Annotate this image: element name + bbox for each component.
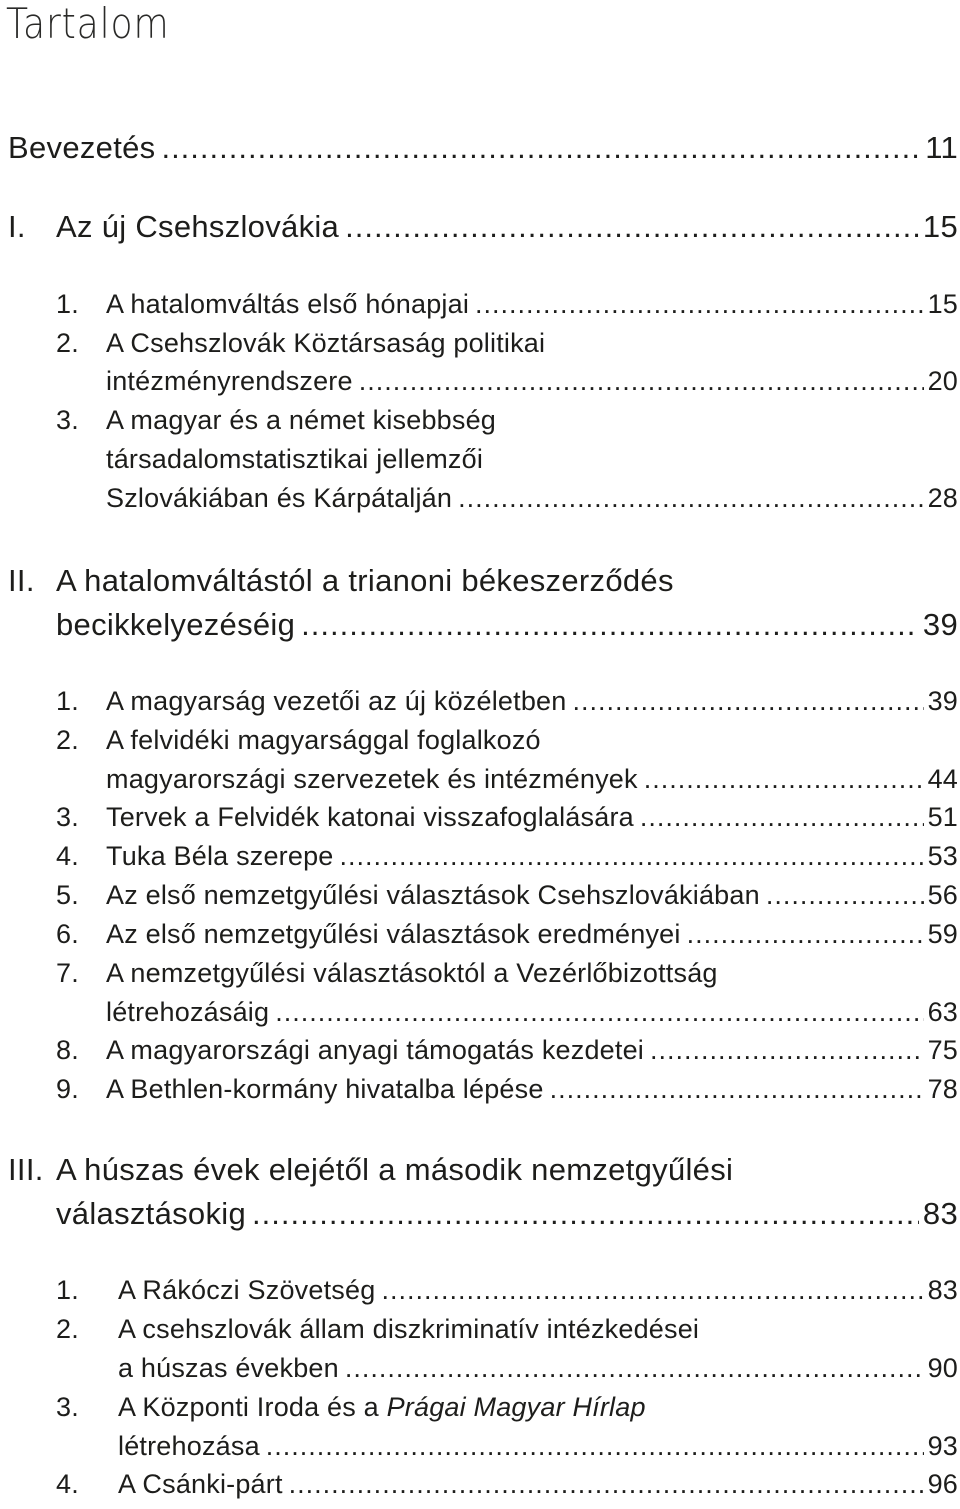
dot-leader [572,686,923,717]
toc-page-number: 15 [927,289,958,319]
toc-entry-title: Az első nemzetgyűlési választások eredményei [106,919,681,949]
toc-entry-section-2-7-line-1[interactable] [56,958,958,998]
toc-page-number: 39 [927,686,958,716]
toc-entry-title: A magyarság vezetői az új közéletben [106,686,567,716]
toc-entry-chapter-2-line-1[interactable] [8,563,958,603]
toc-page-number: 93 [927,1431,958,1461]
toc-entry-title: A magyarországi anyagi támogatás kezdetei [106,1035,644,1065]
toc-entry-title: választásokig [56,1196,246,1231]
toc-section-number: 8. [56,1035,79,1065]
toc-entry-title: A Csánki-párt [118,1469,283,1499]
toc-entry-section-2-3[interactable] [56,802,958,842]
toc-section-number: 2. [56,1314,79,1344]
dot-leader [359,366,924,397]
toc-entry-title: A Csehszlovák Köztársaság politikai [106,328,546,358]
toc-page-number: 78 [927,1074,958,1104]
toc-entry-title: társadalomstatisztikai jellemzői [106,444,484,474]
dot-leader [458,483,923,514]
dot-leader [687,919,924,950]
toc-entry-section-3-3[interactable] [118,1431,958,1471]
toc-section-number: 6. [56,919,79,949]
toc-entry-section-2-9[interactable] [56,1074,958,1114]
toc-entry-chapter-1[interactable] [8,209,958,249]
dot-leader [340,841,924,872]
toc-entry-title: létrehozásáig [106,997,270,1027]
toc-entry-section-2-8[interactable] [56,1035,958,1075]
toc-entry-title: A hatalomváltástól a trianoni békeszerződés [56,563,674,598]
dot-leader [266,1431,924,1462]
toc-entry-title: Az első nemzetgyűlési választások Csehszlovákiában [106,880,760,910]
toc-entry-section-2-4[interactable] [56,841,958,881]
toc-entry-section-3-1[interactable] [56,1275,958,1315]
toc-page-number: 83 [922,1196,958,1231]
toc-page-number: 39 [922,607,958,642]
toc-page-number: 51 [927,802,958,832]
dot-leader [301,607,919,643]
toc-entry-title: A Rákóczi Szövetség [118,1275,376,1305]
toc-entry-title: becikkelyezéséig [56,607,296,642]
dot-leader [550,1074,924,1105]
toc-page-number: 56 [927,880,958,910]
toc-page-number: 15 [922,209,958,244]
toc-section-number: 3. [56,802,79,832]
toc-entry-title-italic: Prágai Magyar Hírlap [386,1392,646,1422]
dot-leader [345,1353,924,1384]
toc-section-number: 3. [56,1392,79,1422]
toc-page-number: 28 [927,483,958,513]
toc-entry-title: A csehszlovák állam diszkriminatív intézkedései [118,1314,700,1344]
toc-page-number: 11 [925,130,958,165]
dot-leader [345,209,919,245]
toc-entry-section-1-1[interactable] [56,289,958,329]
toc-section-number: 1. [56,1275,79,1305]
toc-chapter-number: I. [8,209,26,244]
toc-section-number: 5. [56,880,79,910]
toc-entry-chapter-3[interactable] [56,1196,958,1236]
toc-entry-section-2-6[interactable] [56,919,958,959]
toc-section-number: 3. [56,405,79,435]
toc-entry-title: Az új Csehszlovákia [56,209,340,244]
toc-section-number: 9. [56,1074,79,1104]
toc-entry-title: A magyar és a német kisebbség [106,405,497,435]
toc-section-number: 1. [56,289,79,319]
toc-entry-section-2-2-line-1[interactable] [56,725,958,765]
toc-entry-chapter-3-line-1[interactable] [8,1152,958,1192]
toc-page-number: 63 [927,997,958,1027]
toc-page-number: 44 [927,764,958,794]
toc-page-number: 90 [927,1353,958,1383]
toc-section-number: 7. [56,958,79,988]
toc-entry-title: létrehozása [118,1431,260,1461]
toc-entry-intro[interactable] [8,130,958,170]
toc-entry-section-3-3-line-1[interactable] [56,1392,958,1432]
toc-page-number: 75 [927,1035,958,1065]
toc-entry-section-2-1[interactable] [56,686,958,726]
toc-page-number: 96 [927,1469,958,1499]
dot-leader [475,289,924,320]
toc-entry-section-2-2[interactable] [106,764,958,804]
toc-section-number: 1. [56,686,79,716]
toc-entry-title: magyarországi szervezetek és intézmények [106,764,638,794]
toc-entry-section-3-2-line-1[interactable] [56,1314,958,1354]
dot-leader [275,997,923,1028]
dot-leader [252,1196,919,1232]
toc-entry-title: Szlovákiában és Kárpátalján [106,483,453,513]
toc-section-number: 4. [56,841,79,871]
toc-entry-title: A felvidéki magyarsággal foglalkozó [106,725,541,755]
toc-entry-section-3-4[interactable] [56,1469,958,1509]
toc-entry-chapter-2[interactable] [56,607,958,647]
dot-leader [161,130,921,166]
toc-chapter-number: III. [8,1152,44,1187]
toc-page-number: 83 [927,1275,958,1305]
dot-leader [644,764,924,795]
toc-entry-title: Tuka Béla szerepe [106,841,334,871]
toc-section-number: 4. [56,1469,79,1499]
toc-entry-section-2-7[interactable] [106,997,958,1037]
toc-page-number: 53 [927,841,958,871]
toc-entry-section-3-2[interactable] [118,1353,958,1393]
toc-entry-section-1-2[interactable] [106,366,958,406]
toc-page-number: 59 [927,919,958,949]
toc-entry-title: A Bethlen-kormány hivatalba lépése [106,1074,544,1104]
toc-entry-section-1-3-line-2[interactable] [106,444,958,484]
dot-leader [381,1275,923,1306]
toc-entry-title: A nemzetgyűlési választásoktól a Vezérlőbizottság [106,958,718,988]
toc-entry-title: intézményrendszere [106,366,353,396]
toc-entry-title: A hatalomváltás első hónapjai [106,289,470,319]
toc-entry-title: Tervek a Felvidék katonai visszafoglalására [106,802,634,832]
toc-entry-title: a húszas években [118,1353,339,1383]
toc-entry-section-1-3[interactable] [106,483,958,523]
toc-page-number: 20 [927,366,958,396]
dot-leader [650,1035,924,1066]
dot-leader [640,802,924,833]
toc-entry-section-1-2-line-1[interactable] [56,328,958,368]
toc-section-number: 2. [56,725,79,755]
dot-leader [289,1469,924,1500]
page-title: Tartalom [6,0,170,48]
toc-section-number: 2. [56,328,79,358]
toc-entry-title: A Központi Iroda és a [118,1392,387,1422]
toc-entry-title: A húszas évek elejétől a második nemzetgyűlési [56,1152,734,1187]
toc-entry-section-2-5[interactable] [56,880,958,920]
toc-entry-title: Bevezetés [8,130,156,165]
toc-chapter-number: II. [8,563,35,598]
toc-entry-section-1-3-line-1[interactable] [56,405,958,445]
dot-leader [766,880,924,911]
